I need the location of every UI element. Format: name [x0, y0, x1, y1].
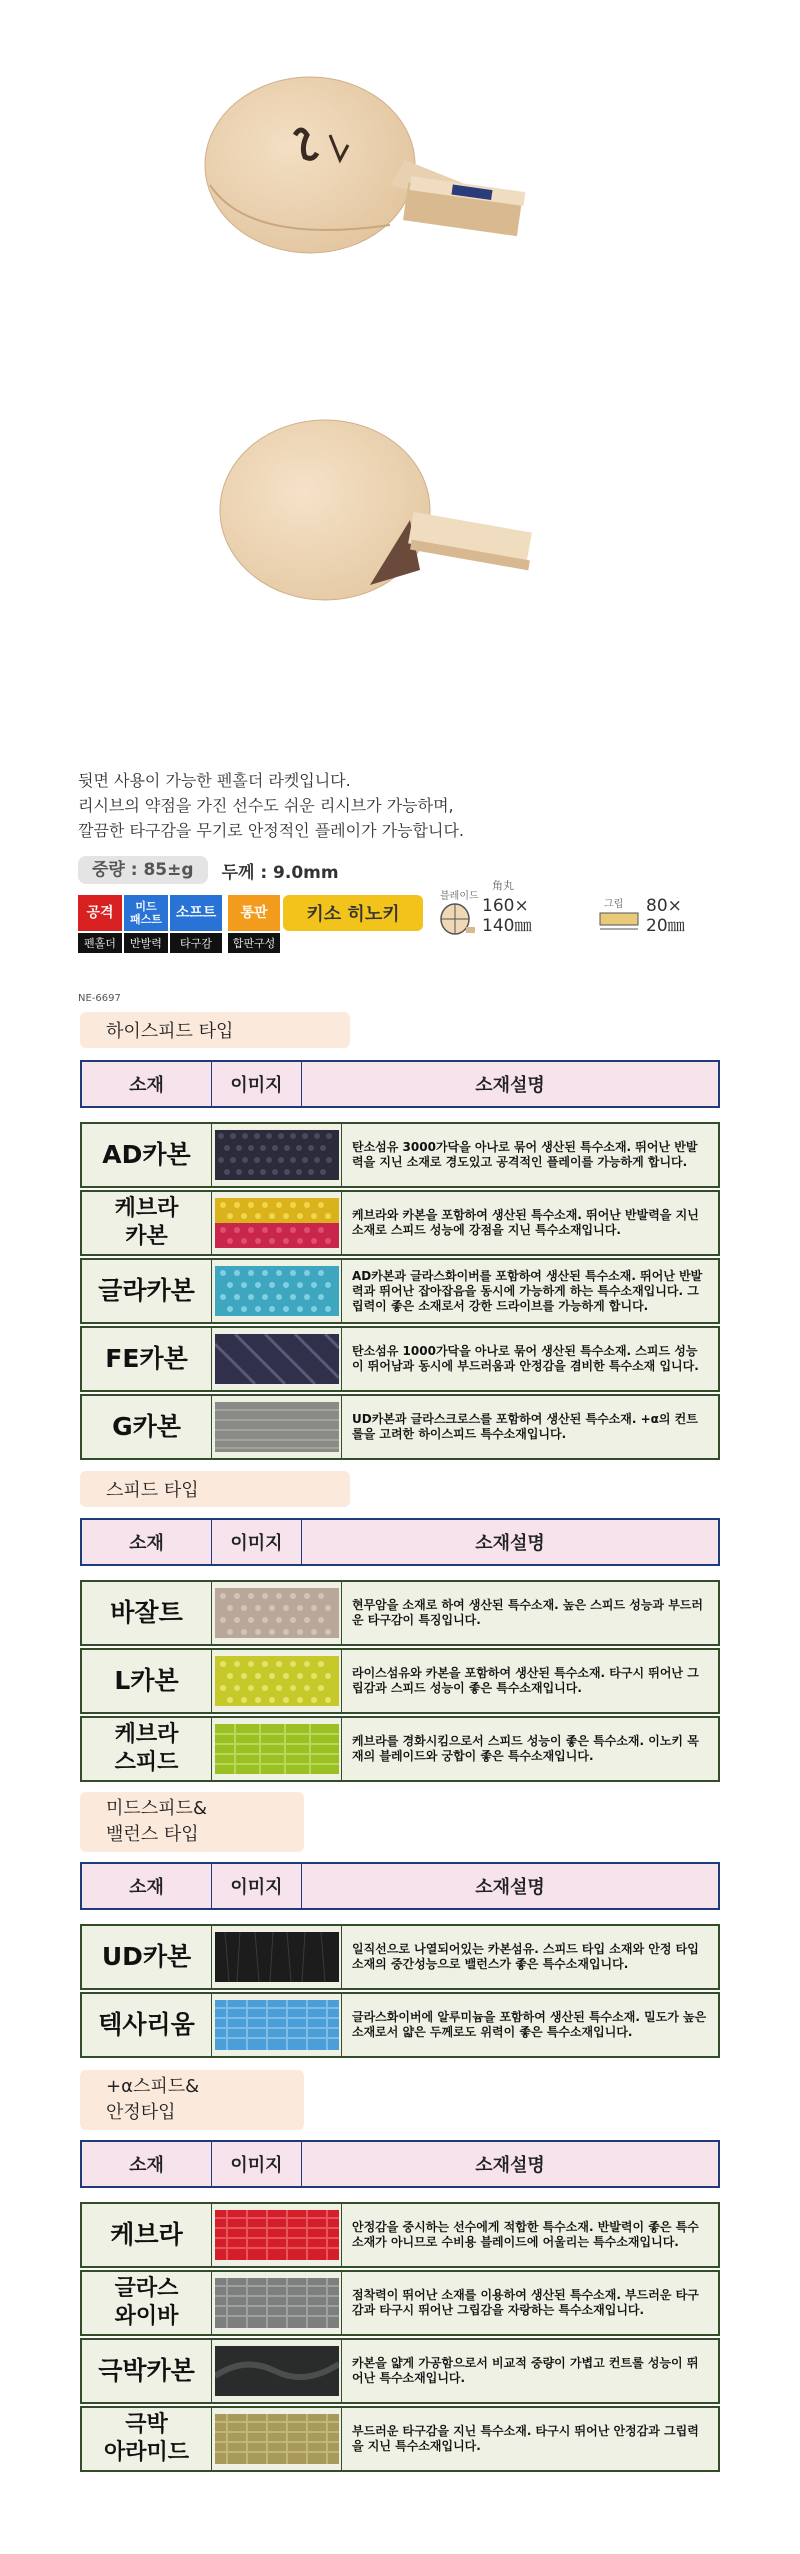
blade-shape-icon — [438, 901, 476, 941]
table-row — [80, 1924, 720, 1990]
badge-soft-bottom: 타구감 — [170, 933, 222, 953]
material-description: 탄소섬유 1000가닥을 아나로 묶어 생산된 특수소재. 스피드 성능이 뛰어남과 동시에 부드러움과 안정감을 겸비한 특수소재 입니다. — [352, 1344, 699, 1373]
material-image — [212, 2408, 342, 2470]
table-row — [80, 1648, 720, 1714]
material-description: 글라스화이버에 알루미늄을 포함하여 생산된 특수소재. 밀도가 높은 소재로서 얇은 두께로도 위력이 좋은 특수소재입니다. — [352, 2010, 707, 2039]
material-swatch — [215, 1724, 339, 1774]
material-description: UD카본과 글라스크로스를 포함하여 생산된 특수소재. +α의 컨트롤을 고려한 하이스피드 특수소재입니다. — [352, 1412, 698, 1441]
material-name: 케브라 카본 — [82, 1192, 212, 1254]
material-name: FE카본 — [82, 1328, 212, 1390]
badge-single-top: 통판 — [228, 895, 280, 931]
header-description: 소재설명 — [475, 2155, 545, 2176]
material-image — [212, 1396, 342, 1458]
description-line: 뒷면 사용이 가능한 펜홀더 라켓입니다. — [78, 771, 351, 790]
material-swatch — [215, 1588, 339, 1638]
spec-row — [78, 855, 339, 885]
table-header — [80, 1518, 720, 1566]
material-description: 케브라와 카본을 포함하여 생산된 특수소재. 뛰어난 반발력을 지닌 소재로 스피드 성능에 강점을 지닌 특수소재입니다. — [352, 1208, 699, 1237]
blade-label: 블레이드 — [440, 891, 479, 902]
table-row — [80, 2202, 720, 2268]
table-row — [80, 2406, 720, 2472]
material-name: 극박 아라미드 — [82, 2408, 212, 2470]
description-line: 리시브의 약점을 가진 선수도 쉬운 리시브가 가능하며, — [78, 796, 454, 815]
blade-width: 160× — [482, 896, 529, 916]
description-line: 깔끔한 타구감을 무기로 안정적인 플레이가 가능합니다. — [78, 821, 465, 840]
material-image — [212, 2204, 342, 2266]
material-description: 일직선으로 나열되어있는 카본섬유. 스피드 타입 소재와 안정 타입 소재의 중간성능으로 밸런스가 좋은 특수소재입니다. — [352, 1942, 699, 1971]
material-name: AD카본 — [82, 1124, 212, 1186]
material-description: 부드러운 타구감을 지닌 특수소재. 타구시 뛰어난 안정감과 그립력을 지닌 특수소재입니다. — [352, 2424, 699, 2453]
material-description: 탄소섬유 3000가닥을 아나로 묶어 생산된 특수소재. 뛰어난 반발력을 지닌 소재로 경도있고 공격적인 플레이를 가능하게 합니다. — [352, 1140, 698, 1169]
grip-width: 80× — [646, 896, 682, 916]
material-name: 케브라 — [82, 2204, 212, 2266]
material-description: AD카본과 글라스화이버를 포함하여 생산된 특수소재. 뛰어난 반발력과 뛰어난 잡아잡음을 동시에 가능하게 하는 특수소재입니다. 그립력이 좋은 소재로서 강한 드라이브를 가능하게 합니다. — [352, 1268, 703, 1313]
badge-attack — [78, 895, 122, 953]
product-description — [78, 768, 678, 843]
header-description: 소재설명 — [475, 1533, 545, 1554]
blade-shape-label: 角丸 — [492, 879, 514, 892]
table-row — [80, 1394, 720, 1460]
section-title: +α스피드& 안정타입 — [80, 2070, 304, 2130]
table-row — [80, 2270, 720, 2336]
racket-front-image — [190, 65, 650, 295]
material-swatch — [215, 1130, 339, 1180]
material-image — [212, 1994, 342, 2056]
table-row — [80, 1326, 720, 1392]
header-description: 소재설명 — [475, 1877, 545, 1898]
table-row — [80, 1580, 720, 1646]
material-name: 글라스 와이바 — [82, 2272, 212, 2334]
material-description: 점착력이 뛰어난 소재를 이용하여 생산된 특수소재. 부드러운 타구감과 타구시 뛰어난 그립감을 자랑하는 특수소재입니다. — [352, 2288, 699, 2317]
material-swatch — [215, 2278, 339, 2328]
badge-attack-bottom: 펜홀더 — [78, 933, 122, 953]
material-image — [212, 1926, 342, 1988]
material-description: 라이스섬유와 카본을 포함하여 생산된 특수소재. 타구시 뛰어난 그립감과 스피드 성능이 좋은 특수소재입니다. — [352, 1666, 699, 1695]
material-image — [212, 1328, 342, 1390]
material-swatch — [215, 2000, 339, 2050]
material-name: 텍사리움 — [82, 1994, 212, 2056]
material-description: 안정감을 중시하는 선수에게 적합한 특수소재. 반발력이 좋은 특수소재가 아니므로 수비용 블레이드에 어울리는 특수소재입니다. — [352, 2220, 699, 2249]
material-swatch — [215, 2210, 339, 2260]
model-number: NE-6697 — [78, 993, 121, 1004]
table-row — [80, 1122, 720, 1188]
material-name: UD카본 — [82, 1926, 212, 1988]
table-row — [80, 1716, 720, 1782]
material-image — [212, 2272, 342, 2334]
material-image — [212, 1582, 342, 1644]
weight-spec: 중량 : 85±g — [78, 856, 208, 884]
blade-height: 140㎜ — [482, 916, 532, 936]
material-image — [212, 1718, 342, 1780]
header-material: 소재 — [82, 1864, 212, 1908]
material-description: 카본을 얇게 가공함으로서 비교적 중량이 가볍고 컨트롤 성능이 뛰어난 특수소재입니다. — [352, 2356, 699, 2385]
material-swatch — [215, 1334, 339, 1384]
material-name: G카본 — [82, 1396, 212, 1458]
table-header — [80, 1862, 720, 1910]
section-title: 하이스피드 타입 — [80, 1012, 350, 1048]
section-title: 미드스피드& 밸런스 타입 — [80, 1792, 304, 1852]
material-name: 극박카본 — [82, 2340, 212, 2402]
header-image: 이미지 — [212, 1864, 302, 1908]
material-image — [212, 2340, 342, 2402]
header-image: 이미지 — [212, 2142, 302, 2186]
header-image: 이미지 — [212, 1062, 302, 1106]
material-swatch — [215, 1656, 339, 1706]
badge-soft — [170, 895, 222, 953]
header-material: 소재 — [82, 2142, 212, 2186]
material-name: L카본 — [82, 1650, 212, 1712]
material-badge: 키소 히노키 — [283, 895, 423, 931]
badge-midfast-top: 미드 패스트 — [124, 895, 168, 931]
table-header — [80, 2140, 720, 2188]
material-name: 바잘트 — [82, 1582, 212, 1644]
badge-single-bottom: 합판구성 — [228, 933, 280, 953]
material-description: 케브라를 경화시킴으로서 스피드 성능이 좋은 특수소재. 이노키 목재의 블레이드와 궁합이 좋은 특수소재입니다. — [352, 1734, 699, 1763]
header-description: 소재설명 — [475, 1075, 545, 1096]
blade-size — [438, 879, 578, 953]
grip-size — [598, 895, 718, 953]
badge-single — [228, 895, 280, 953]
grip-label: 그립 — [604, 899, 624, 910]
table-row — [80, 1992, 720, 2058]
header-material: 소재 — [82, 1520, 212, 1564]
table-row — [80, 1258, 720, 1324]
material-swatch — [215, 1198, 339, 1248]
racket-back-image — [205, 410, 665, 640]
section-title: 스피드 타입 — [80, 1471, 350, 1507]
header-material: 소재 — [82, 1062, 212, 1106]
thickness-spec: 두께 : 9.0mm — [221, 862, 339, 883]
material-swatch — [215, 2414, 339, 2464]
material-image — [212, 1650, 342, 1712]
material-swatch — [215, 1402, 339, 1452]
badge-attack-top: 공격 — [78, 895, 122, 931]
grip-height: 20㎜ — [646, 916, 685, 936]
material-image — [212, 1260, 342, 1322]
material-name: 글라카본 — [82, 1260, 212, 1322]
badge-midfast-bottom: 반발력 — [124, 933, 168, 953]
material-name: 케브라 스피드 — [82, 1718, 212, 1780]
material-image — [212, 1192, 342, 1254]
badge-soft-top: 소프트 — [170, 895, 222, 931]
header-image: 이미지 — [212, 1520, 302, 1564]
grip-icon — [598, 907, 640, 933]
table-row — [80, 2338, 720, 2404]
table-header — [80, 1060, 720, 1108]
material-image — [212, 1124, 342, 1186]
table-row — [80, 1190, 720, 1256]
material-swatch — [215, 1266, 339, 1316]
material-swatch — [215, 2346, 339, 2396]
material-description: 현무암을 소재로 하여 생산된 특수소재. 높은 스피드 성능과 부드러운 타구감이 특징입니다. — [352, 1598, 703, 1627]
material-swatch — [215, 1932, 339, 1982]
badge-midfast — [124, 895, 168, 953]
